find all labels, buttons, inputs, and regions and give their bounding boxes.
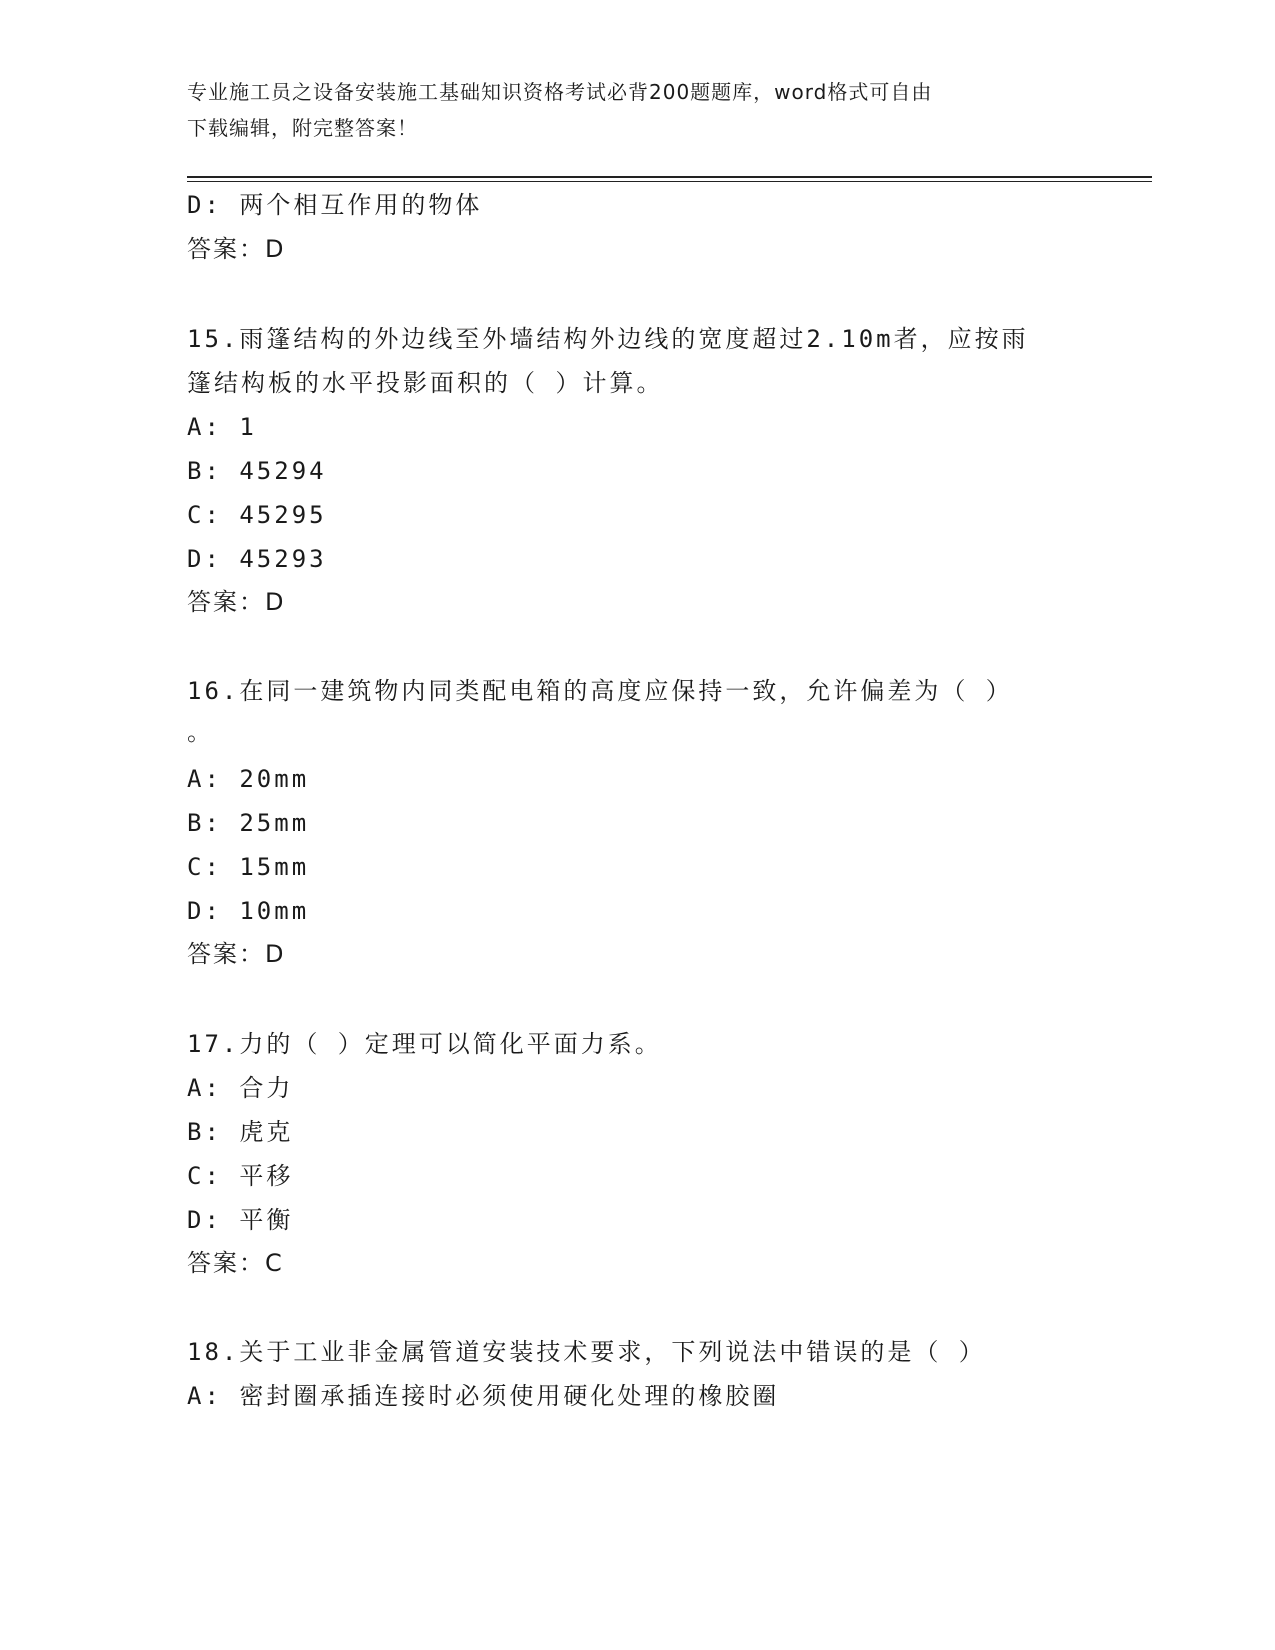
q16-option-a: A: 20mm <box>187 765 310 793</box>
document-header <box>187 74 1067 146</box>
q15-option-c: C: 45295 <box>187 501 327 529</box>
q18-stem: 18.关于工业非金属管道安装技术要求，下列说法中错误的是（ ） <box>187 1338 986 1366</box>
q17-answer: 答案：C <box>187 1249 284 1277</box>
q15-stem-line-1: 15.雨篷结构的外边线至外墙结构外边线的宽度超过2.10m者，应按雨 <box>187 325 1029 353</box>
q15-option-a: A: 1 <box>187 413 257 441</box>
q16-option-b: B: 25mm <box>187 809 310 837</box>
header-rule-thick <box>187 176 1152 178</box>
q17-option-d: D: 平衡 <box>187 1206 294 1234</box>
q17-option-b: B: 虎克 <box>187 1118 294 1146</box>
q14-option-d: D: 两个相互作用的物体 <box>187 191 483 219</box>
header-line-2: 下载编辑，附完整答案！ <box>187 116 418 140</box>
q16-stem-line-2: 。 <box>187 718 214 746</box>
q16-option-c: C: 15mm <box>187 853 310 881</box>
header-rule-thin <box>187 181 1152 182</box>
header-line-1: 专业施工员之设备安装施工基础知识资格考试必背200题题库，word格式可自由 <box>187 80 933 104</box>
q15-answer: 答案：D <box>187 588 286 616</box>
q17-stem: 17.力的（ ）定理可以简化平面力系。 <box>187 1030 662 1058</box>
q15-option-d: D: 45293 <box>187 545 327 573</box>
q17-option-c: C: 平移 <box>187 1162 294 1190</box>
q15-stem-line-2: 篷结构板的水平投影面积的（ ）计算。 <box>187 369 664 397</box>
q16-answer: 答案：D <box>187 940 286 968</box>
q16-option-d: D: 10mm <box>187 897 310 925</box>
q14-answer: 答案：D <box>187 235 286 263</box>
q15-option-b: B: 45294 <box>187 457 327 485</box>
q18-option-a: A: 密封圈承插连接时必须使用硬化处理的橡胶圈 <box>187 1382 780 1410</box>
q16-stem-line-1: 16.在同一建筑物内同类配电箱的高度应保持一致，允许偏差为（ ） <box>187 677 1013 705</box>
q17-option-a: A: 合力 <box>187 1074 294 1102</box>
